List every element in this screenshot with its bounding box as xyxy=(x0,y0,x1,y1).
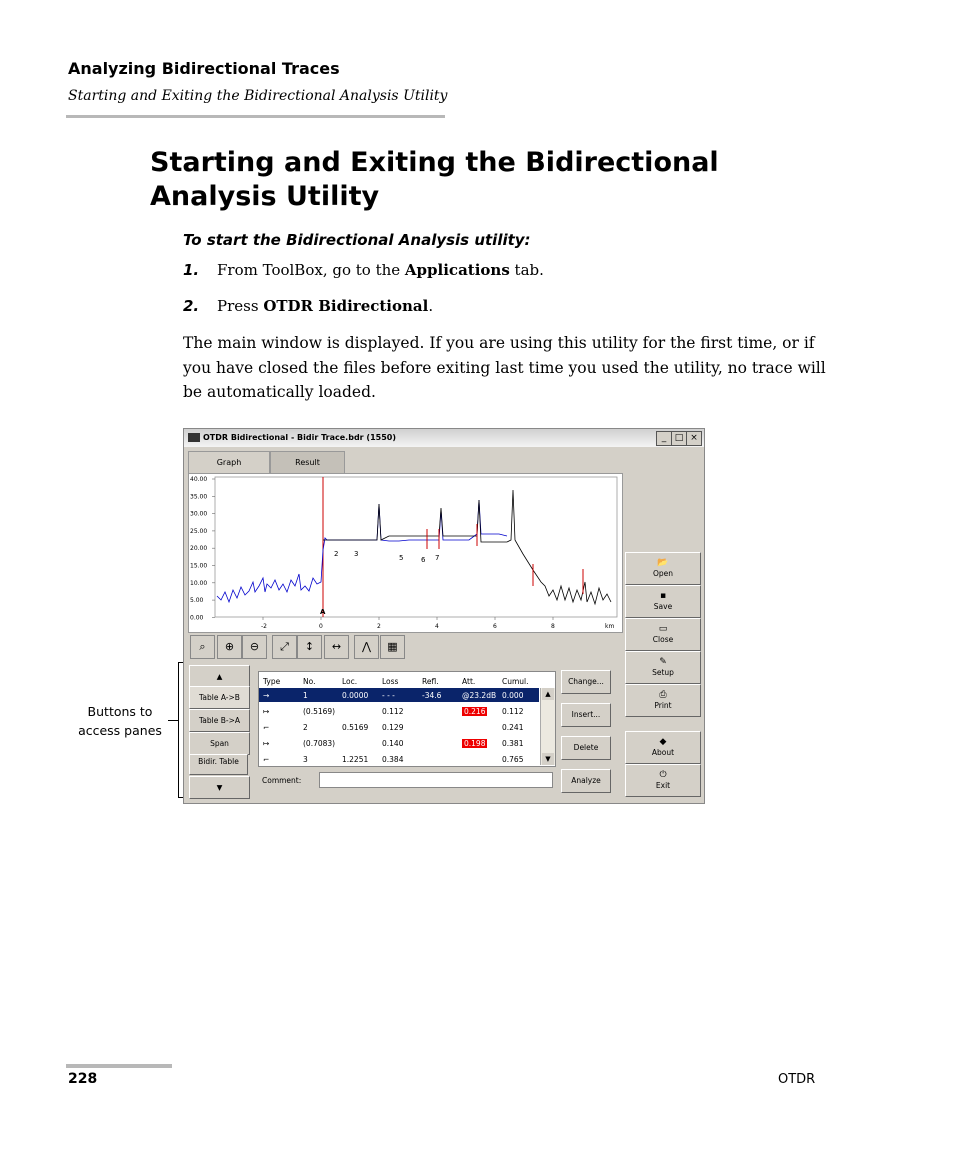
open-button[interactable]: 📂 Open xyxy=(625,552,701,585)
y-tick-label: 40.00 xyxy=(190,476,208,483)
x-tick-label: 2 xyxy=(377,623,381,630)
about-button[interactable]: ◆ About xyxy=(625,731,701,764)
book-icon: ◆ xyxy=(659,737,667,747)
comment-label: Comment: xyxy=(262,776,302,785)
event-label: 7 xyxy=(435,554,440,562)
running-header-subtitle: Starting and Exiting the Bidirectional Analysis Utility xyxy=(68,88,448,104)
pane-scroll-up-icon[interactable]: ▲ xyxy=(189,665,250,688)
table-scrollbar[interactable] xyxy=(540,688,555,765)
scroll-up-icon[interactable]: ▲ xyxy=(542,688,554,700)
y-tick-label: 20.00 xyxy=(190,545,208,553)
table-header: Type xyxy=(263,677,281,686)
marker-a-label: A xyxy=(320,608,326,616)
pane-button-table-ab[interactable]: Table A->B xyxy=(189,686,250,709)
printer-icon: ⎙ xyxy=(659,690,667,700)
y-tick-label: 15.00 xyxy=(190,562,208,570)
app-window xyxy=(183,428,705,804)
table-header: Loss xyxy=(382,677,399,686)
zoom-region-icon[interactable]: ▦ xyxy=(380,635,405,659)
table-row[interactable]: ⌐ 2 0.5169 0.129 0.241 xyxy=(263,723,524,732)
window-title: OTDR Bidirectional - Bidir Trace.bdr (1550) xyxy=(203,433,396,442)
product-name: OTDR xyxy=(778,1072,816,1087)
step-number: 2. xyxy=(183,297,200,315)
setup-icon: ✎ xyxy=(659,657,667,667)
window-titlebar xyxy=(184,429,704,447)
zoom-fit-icon[interactable]: ⤢ xyxy=(272,635,297,659)
zoom-vertical-icon[interactable]: ↕ xyxy=(297,635,322,659)
table-header: Refl. xyxy=(422,677,439,686)
table-row[interactable]: ↦ (0.5169) 0.112 0.216 0.112 xyxy=(263,707,524,716)
running-header-title: Analyzing Bidirectional Traces xyxy=(68,59,340,78)
y-tick-label: 10.00 xyxy=(190,579,208,587)
y-tick-label: 25.00 xyxy=(190,527,208,535)
delete-button[interactable]: Delete xyxy=(561,736,611,760)
pane-scroll-down-icon[interactable]: ▼ xyxy=(189,776,250,799)
zoom-in-icon[interactable]: ⊕ xyxy=(217,635,242,659)
header-rule xyxy=(66,115,445,118)
step-2: 2. Press OTDR Bidirectional. xyxy=(183,297,434,315)
y-tick-label: 35.00 xyxy=(190,493,208,501)
pane-button-bidir-table[interactable]: Bidir. Table xyxy=(189,754,248,775)
step-number: 1. xyxy=(183,261,200,279)
y-tick-label: 0.00 xyxy=(190,614,204,622)
save-button[interactable]: ▪ Save xyxy=(625,585,701,618)
exit-button[interactable]: ⏻ Exit xyxy=(625,764,701,797)
setup-button[interactable]: ✎ Setup xyxy=(625,651,701,684)
analyze-button[interactable]: Analyze xyxy=(561,769,611,793)
pane-button-span[interactable]: Span xyxy=(189,732,250,755)
comment-field[interactable] xyxy=(319,772,553,788)
x-tick-label: 4 xyxy=(435,623,439,630)
insert-button[interactable]: Insert... xyxy=(561,703,611,727)
callout-leader xyxy=(168,720,178,721)
x-unit: km xyxy=(605,623,615,630)
floppy-icon: ▪ xyxy=(659,591,667,601)
footer-rule xyxy=(66,1064,172,1068)
body-paragraph: The main window is displayed. If you are using this utility for the first time, or if you have closed the files before exiting last time you used the utility, no trace will be automatically loaded. xyxy=(183,334,826,401)
events-table xyxy=(258,671,556,767)
close-icon[interactable]: × xyxy=(686,431,702,446)
plot-area xyxy=(215,477,617,617)
page-number: 228 xyxy=(68,1071,98,1087)
maximize-icon[interactable]: □ xyxy=(671,431,687,446)
table-row[interactable]: ⌐ 3 1.2251 0.384 0.765 xyxy=(263,755,524,764)
table-row[interactable]: ↦ (0.7083) 0.140 0.198 0.381 xyxy=(263,739,524,748)
otdr-graph xyxy=(188,473,623,633)
x-tick-label: 8 xyxy=(551,623,555,630)
table-header: Att. xyxy=(462,677,476,686)
table-row-selected[interactable]: → 1 0.0000 - - - -34.6 @23.2dB 0.000 xyxy=(259,688,539,702)
zoom-horizontal-icon[interactable]: ↔ xyxy=(324,635,349,659)
y-tick-label: 30.00 xyxy=(190,510,208,518)
app-icon xyxy=(188,433,200,442)
procedure-heading: To start the Bidirectional Analysis utility: xyxy=(183,231,531,249)
event-label: 6 xyxy=(421,556,426,564)
trace-plot xyxy=(189,474,622,632)
event-label: 2 xyxy=(334,550,339,558)
x-tick-label: -2 xyxy=(261,623,267,630)
power-icon: ⏻ xyxy=(659,770,667,780)
table-header: Loc. xyxy=(342,677,358,686)
x-tick-label: 6 xyxy=(493,623,497,630)
table-header: Cumul. xyxy=(502,677,529,686)
scroll-down-icon[interactable]: ▼ xyxy=(542,753,554,765)
close-button[interactable]: ▭ Close xyxy=(625,618,701,651)
x-tick-label: 0 xyxy=(319,623,323,630)
pane-button-table-ba[interactable]: Table B->A xyxy=(189,709,250,732)
folder-icon: ▭ xyxy=(658,624,668,634)
zoom-out-icon[interactable]: ⊖ xyxy=(242,635,267,659)
event-label: 5 xyxy=(399,554,404,562)
open-folder-icon: 📂 xyxy=(657,558,669,568)
print-button[interactable]: ⎙ Print xyxy=(625,684,701,717)
change-button[interactable]: Change... xyxy=(561,670,611,694)
zoom-tool-icon[interactable]: ⌕ xyxy=(190,635,215,659)
peak-icon[interactable]: ⋀ xyxy=(354,635,379,659)
y-tick-label: 5.00 xyxy=(190,597,204,605)
tab-result[interactable]: Result xyxy=(270,451,345,475)
page-title: Starting and Exiting the Bidirectional Analysis Utility xyxy=(150,147,719,212)
minimize-icon[interactable]: _ xyxy=(656,431,672,446)
step-1: 1. From ToolBox, go to the Applications tab. xyxy=(183,261,544,279)
table-header: No. xyxy=(303,677,316,686)
callout-label: Buttons to access panes xyxy=(78,704,162,738)
tab-graph[interactable]: Graph xyxy=(188,451,270,475)
event-label: 3 xyxy=(354,550,359,558)
